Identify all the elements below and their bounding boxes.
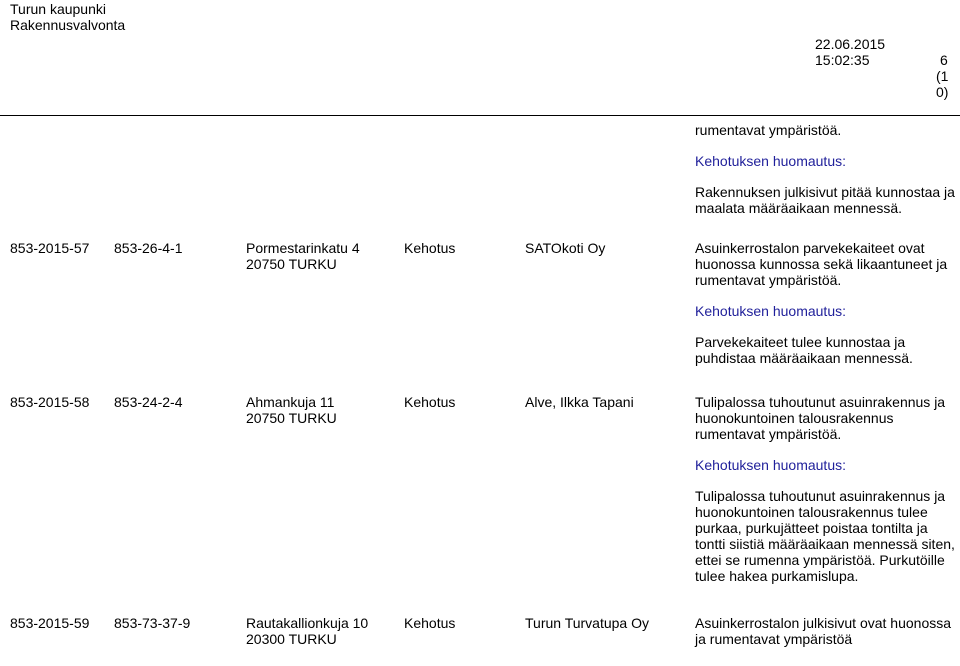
description-text: Tulipalossa tuhoutunut asuinrakennus ja huonokuntoinen talousrakennus rumentavat ympäristöä. [695, 394, 946, 442]
org-name: Turun kaupunki [10, 1, 106, 17]
print-time: 15:02:35 [815, 52, 870, 68]
address-line1: Pormestarinkatu 4 [246, 240, 360, 256]
case-id: 853-2015-58 [10, 394, 90, 410]
description-block [695, 615, 957, 647]
case-id: 853-2015-57 [10, 240, 90, 256]
party-name: Alve, Ilkka Tapani [525, 394, 634, 410]
note-text: Parvekekaiteet tulee kunnostaa ja puhdistaa määräaikaan mennessä. [695, 334, 913, 366]
note-label: Kehotuksen huomautus: [695, 457, 846, 473]
department-name: Rakennusvalvonta [10, 17, 126, 33]
property-id: 853-26-4-1 [114, 240, 183, 256]
address-line2: 20300 TURKU [246, 631, 337, 647]
note-text: Tulipalossa tuhoutunut asuinrakennus ja huonokuntoinen talousrakennus tulee purkaa, purkujätteet poistaa tontilta ja tontti siistiä määräaikaan mennessä siten, ettei se rumenna ympäristöä. Purkutöille tulee hakea purkamislupa. [695, 488, 955, 584]
address-line2: 20750 TURKU [246, 410, 337, 426]
print-date: 22.06.2015 [815, 36, 886, 52]
page-number: 6 [940, 52, 948, 68]
description-text: Asuinkerrostalon parvekekaiteet ovat huonossa kunnossa sekä likaantuneet ja rumentavat ympäristöä. [695, 240, 948, 288]
address-line1: Rautakallionkuja 10 [246, 615, 369, 631]
property-id: 853-24-2-4 [114, 394, 183, 410]
party-name: SATOkoti Oy [525, 240, 606, 256]
party-name: Turun Turvatupa Oy [525, 615, 649, 631]
description-block [695, 394, 957, 584]
case-id: 853-2015-59 [10, 615, 90, 631]
continuation-block [695, 122, 957, 216]
address-line1: Ahmankuja 11 [246, 394, 335, 410]
property-id: 853-73-37-9 [114, 615, 191, 631]
decision-type: Kehotus [404, 394, 456, 410]
note-label: Kehotuksen huomautus: [695, 303, 846, 319]
address-line2: 20750 TURKU [246, 256, 337, 272]
continuation-tail: rumentavat ympäristöä. [695, 122, 842, 138]
decision-type: Kehotus [404, 240, 456, 256]
description-text: Asuinkerrostalon julkisivut ovat huonossa ja rumentavat ympäristöä [695, 615, 952, 647]
note-text: Rakennuksen julkisivut pitää kunnostaa ja maalata määräaikaan mennessä. [695, 184, 955, 216]
decision-type: Kehotus [404, 615, 456, 631]
page-total-close: 0) [936, 84, 949, 100]
description-block [695, 240, 957, 366]
page-total-open: (1 [936, 68, 949, 84]
note-label: Kehotuksen huomautus: [695, 153, 846, 169]
header-divider [0, 115, 960, 116]
